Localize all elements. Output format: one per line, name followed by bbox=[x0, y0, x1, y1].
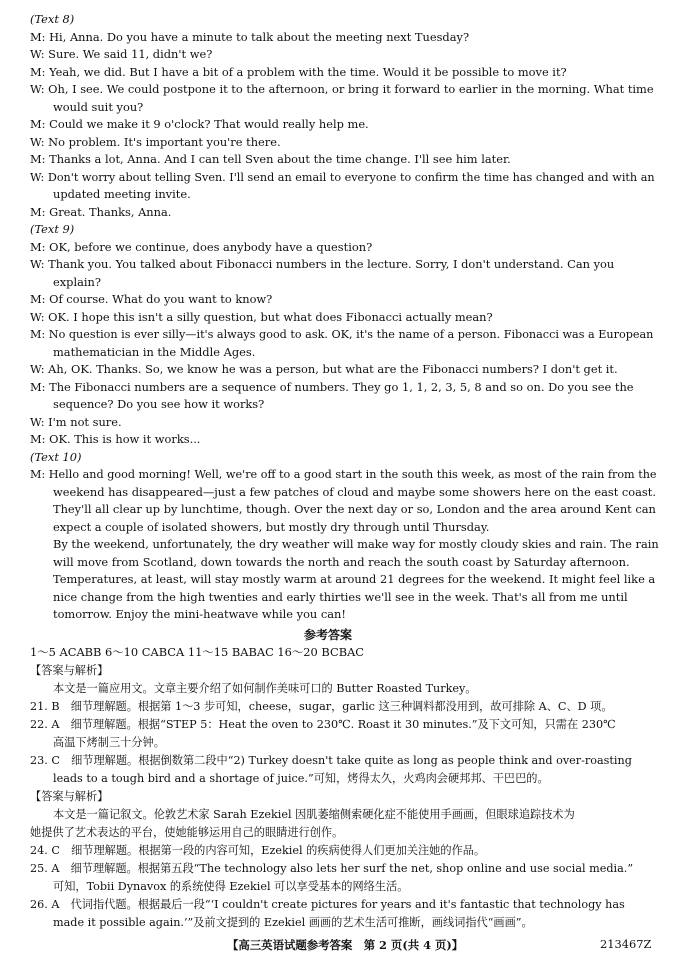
dialogue-line: W: I'm not sure. bbox=[30, 415, 122, 429]
dialogue-line: W: Thank you. You talked about Fibonacci numbers in the lecture. Sorry, I don't understand. Can you bbox=[30, 257, 615, 271]
dialogue-line: mathematician in the Middle Ages. bbox=[53, 345, 256, 359]
dialogue-line: W: OK. I hope this isn't a silly question, but what does Fibonacci actually mean? bbox=[30, 310, 493, 324]
analysis-line: 25. A 细节理解题。根据第五段“The technology also lets her surf the net, shop online and use social media.” bbox=[30, 862, 634, 875]
answer-keys: 1～5 ACABB 6～10 CABCA 11～15 BABAC 16～20 BCBAC bbox=[30, 645, 365, 659]
analysis-line: 24. C 细节理解题。根据第一段的内容可知，Ezekiel 的疾病使得人们更加关注她的作品。 bbox=[30, 844, 486, 857]
analysis-line: 她提供了艺术表达的平台，使她能够运用自己的眼睛进行创作。 bbox=[30, 826, 344, 839]
analysis-header: 【答案与解析】 bbox=[30, 790, 109, 803]
doc-code: 213467Z bbox=[600, 937, 652, 951]
answers-title: 参考答案 bbox=[304, 628, 353, 642]
analysis-line: 本文是一篇记叙文。伦敦艺术家 Sarah Ezekiel 因肌萎缩侧索硬化症不能使用手画画，但眼球追踪技术为 bbox=[53, 808, 575, 821]
text8-header: (Text 8) bbox=[30, 12, 75, 26]
monologue-line: tomorrow. Enjoy the mini-heatwave while you can! bbox=[53, 607, 346, 621]
monologue-line: will move from Scotland, down towards the north and reach the south coast by Saturday afternoon. bbox=[53, 555, 630, 569]
monologue-line: M: Hello and good morning! Well, we're off to a good start in the south this week, as most of the rain from the bbox=[30, 468, 657, 481]
dialogue-line: W: No problem. It's important you're there. bbox=[30, 135, 281, 149]
dialogue-line: M: No question is ever silly—it's always good to ask. OK, it's the name of a person. Fibonacci was a European bbox=[30, 328, 654, 341]
dialogue-line: W: Don't worry about telling Sven. I'll send an email to everyone to confirm the time has changed and with an bbox=[30, 171, 655, 184]
analysis-line: 22. A 细节理解题。根据“STEP 5：Heat the oven to 230℃. Roast it 30 minutes.”及下文可知，只需在 230℃ bbox=[30, 718, 616, 731]
dialogue-line: sequence? Do you see how it works? bbox=[53, 397, 265, 411]
monologue-line: They'll all clear up by lunchtime, though. Over the next day or so, London and the area around Kent can bbox=[53, 502, 656, 516]
analysis-line: 本文是一篇应用文。文章主要介绍了如何制作美味可口的 Butter Roasted Turkey。 bbox=[53, 682, 477, 695]
dialogue-line: M: OK. This is how it works... bbox=[30, 432, 201, 446]
monologue-line: Temperatures, at least, will stay mostly warm at around 21 degrees for the weekend. It might feel like a bbox=[53, 572, 656, 586]
dialogue-line: M: Yeah, we did. But I have a bit of a problem with the time. Would it be possible to move it? bbox=[30, 65, 567, 79]
dialogue-line: M: Thanks a lot, Anna. And I can tell Sven about the time change. I'll see him later. bbox=[30, 152, 511, 166]
dialogue-line: W: Ah, OK. Thanks. So, we know he was a person, but what are the Fibonacci numbers? I don't get it. bbox=[30, 362, 618, 376]
dialogue-line: M: Of course. What do you want to know? bbox=[30, 292, 273, 306]
analysis-line: 23. C 细节理解题。根据倒数第二段中“2) Turkey doesn't take quite as long as people think and over-roasting bbox=[30, 754, 632, 767]
monologue-line: By the weekend, unfortunately, the dry weather will make way for mostly cloudy skies and rain. The rain bbox=[53, 537, 659, 551]
dialogue-line: M: The Fibonacci numbers are a sequence of numbers. They go 1, 1, 2, 3, 5, 8 and so on. Do you see the bbox=[30, 380, 634, 394]
dialogue-line: M: Could we make it 9 o'clock? That would really help me. bbox=[30, 117, 369, 131]
analysis-line: 21. B 细节理解题。根据第 1～3 步可知，cheese，sugar，garlic 这三种调料都没用到，故可排除 A、C、D 项。 bbox=[30, 700, 613, 713]
text10-header: (Text 10) bbox=[30, 450, 82, 464]
page-footer: 【高三英语试题参考答案 第 2 页(共 4 页)】 bbox=[227, 938, 464, 952]
dialogue-line: M: OK, before we continue, does anybody have a question? bbox=[30, 240, 373, 254]
text9-header: (Text 9) bbox=[30, 222, 75, 236]
dialogue-line: updated meeting invite. bbox=[53, 187, 191, 201]
dialogue-line: M: Great. Thanks, Anna. bbox=[30, 205, 172, 219]
dialogue-line: W: Oh, I see. We could postpone it to the afternoon, or bring it forward to earlier in the morning. What time bbox=[30, 82, 654, 96]
analysis-line: 高温下烤制三十分钟。 bbox=[53, 736, 165, 749]
dialogue-line: W: Sure. We said 11, didn't we? bbox=[30, 47, 213, 61]
analysis-line: 可知，Tobii Dynavox 的系统使得 Ezekiel 可以享受基本的网络生活。 bbox=[53, 880, 409, 893]
dialogue-line: explain? bbox=[53, 275, 101, 289]
dialogue-line: would suit you? bbox=[53, 100, 144, 114]
dialogue-line: M: Hi, Anna. Do you have a minute to talk about the meeting next Tuesday? bbox=[30, 30, 470, 44]
monologue-line: nice change from the high twenties and early thirties we'll see in the week. That's all from me until bbox=[53, 590, 628, 604]
monologue-line: weekend has disappeared—just a few patches of cloud and maybe some showers here on the east coast. bbox=[53, 485, 656, 499]
analysis-line: leads to a tough bird and a shortage of juice.”可知，烤得太久，火鸡肉会硬邦邦、干巴巴的。 bbox=[53, 772, 549, 785]
analysis-header: 【答案与解析】 bbox=[30, 664, 109, 677]
analysis-line: 26. A 代词指代题。根据最后一段“‘I couldn't create pictures for years and it's fantastic that technology has bbox=[30, 898, 625, 911]
monologue-line: expect a couple of isolated showers, but mostly dry through until Thursday. bbox=[53, 520, 490, 534]
analysis-line: made it possible again.’”及前文提到的 Ezekiel 画画的艺术生活可推断，画线词指代“画画”。 bbox=[53, 916, 533, 929]
